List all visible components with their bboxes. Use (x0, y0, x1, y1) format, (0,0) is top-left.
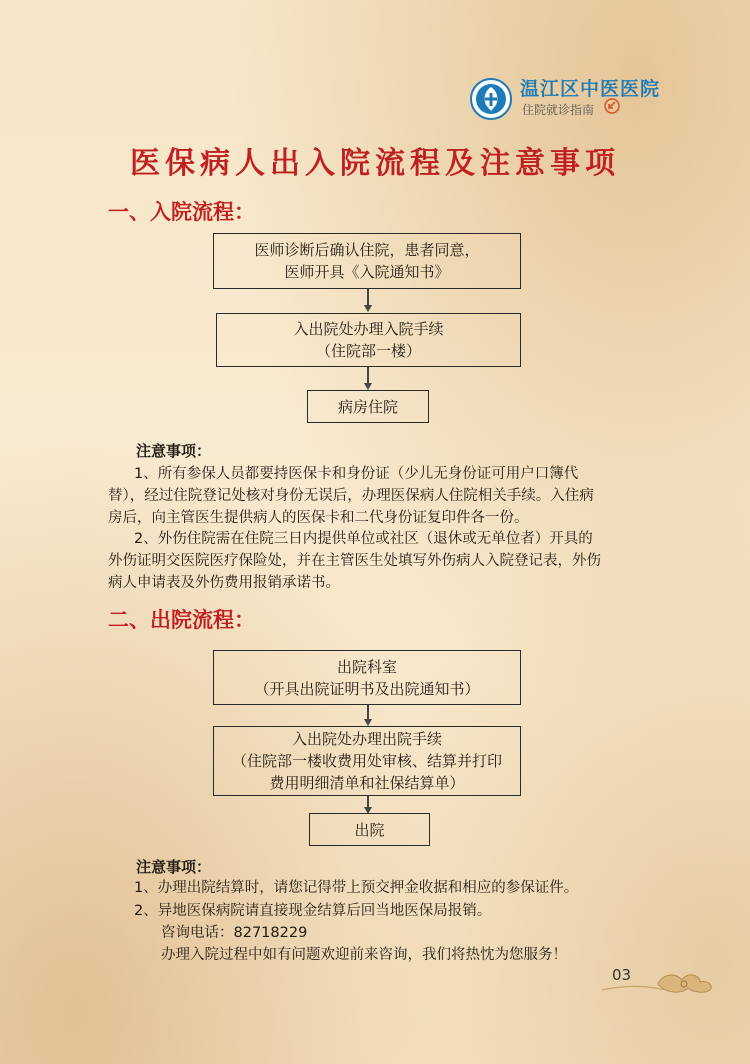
section-admission-heading: 一、入院流程： (108, 200, 255, 224)
admission-step-2 (216, 313, 521, 367)
discharge-note-2: 2、异地医保病院请直接现金结算后回当地医保局报销。 (134, 903, 492, 919)
note-line: 替），经过住院登记处核对身份无误后，办理医保病人住院相关手续。入住病 (108, 488, 594, 504)
discharge-note-1: 1、办理出院结算时，请您记得带上预交押金收据和相应的参保证件。 (134, 880, 579, 896)
page-title: 医保病人出入院流程及注意事项 (130, 146, 620, 181)
step-text: 入出院处办理出院手续 (291, 730, 442, 748)
note-line: 外伤证明交医院医疗保险处，并在主管医生处填写外伤病人入院登记表，外伤 (108, 553, 601, 569)
admission-note-1 (108, 463, 668, 529)
step-text: 病房住院 (337, 397, 398, 416)
flow-arrow-icon (364, 305, 372, 312)
admission-note-2 (108, 528, 668, 594)
step-text: （住院部一楼） (315, 342, 421, 360)
step-text: 出院 (354, 820, 385, 839)
note-line: 病人申请表及外伤费用报销承诺书。 (108, 575, 340, 591)
discharge-step-3 (309, 813, 430, 846)
section-discharge-heading: 二、出院流程： (108, 608, 255, 632)
note-line: 2、外伤住院需在住院三日内提供单位或社区（退休或无单位者）开具的 (134, 531, 593, 547)
note-line: 1、所有参保人员都要持医保卡和身份证（少儿无身份证可用户口簿代 (134, 466, 579, 482)
step-text: 费用明细清单和社保结算单） (269, 774, 465, 792)
admission-step-3 (307, 390, 429, 423)
hospital-name: 温江区中医医院 (520, 78, 661, 100)
step-text: 医师诊断后确认住院，患者同意， (254, 241, 480, 259)
flow-arrow-icon (364, 719, 372, 726)
guide-label: 住院就诊指南 (522, 103, 595, 117)
discharge-step-1 (213, 650, 521, 705)
step-text: 入出院处办理入院手续 (293, 320, 444, 338)
step-text: 出院科室 (336, 657, 397, 676)
hospital-logo-icon (470, 78, 512, 120)
closing-message: 办理入院过程中如有问题欢迎前来咨询，我们将热忱为您服务！ (161, 947, 567, 963)
note-line: 房后，向主管医生提供病人的医保卡和二代身份证复印件各一份。 (108, 510, 529, 526)
pointer-arrow-icon (604, 98, 620, 114)
step-text: （开具出院证明书及出院通知书） (254, 679, 480, 698)
admission-notes-heading: 注意事项： (136, 442, 212, 460)
step-text: 医师开具《入院通知书》 (284, 263, 450, 281)
discharge-step-2 (213, 726, 521, 796)
page-number: 03 (612, 966, 632, 984)
admission-step-1 (213, 233, 521, 289)
consult-phone: 咨询电话：82718229 (161, 925, 308, 941)
discharge-notes-heading: 注意事项： (136, 858, 212, 876)
flow-arrow-icon (364, 383, 372, 390)
step-text: （住院部一楼收费用处审核、结算并打印 (231, 752, 502, 770)
